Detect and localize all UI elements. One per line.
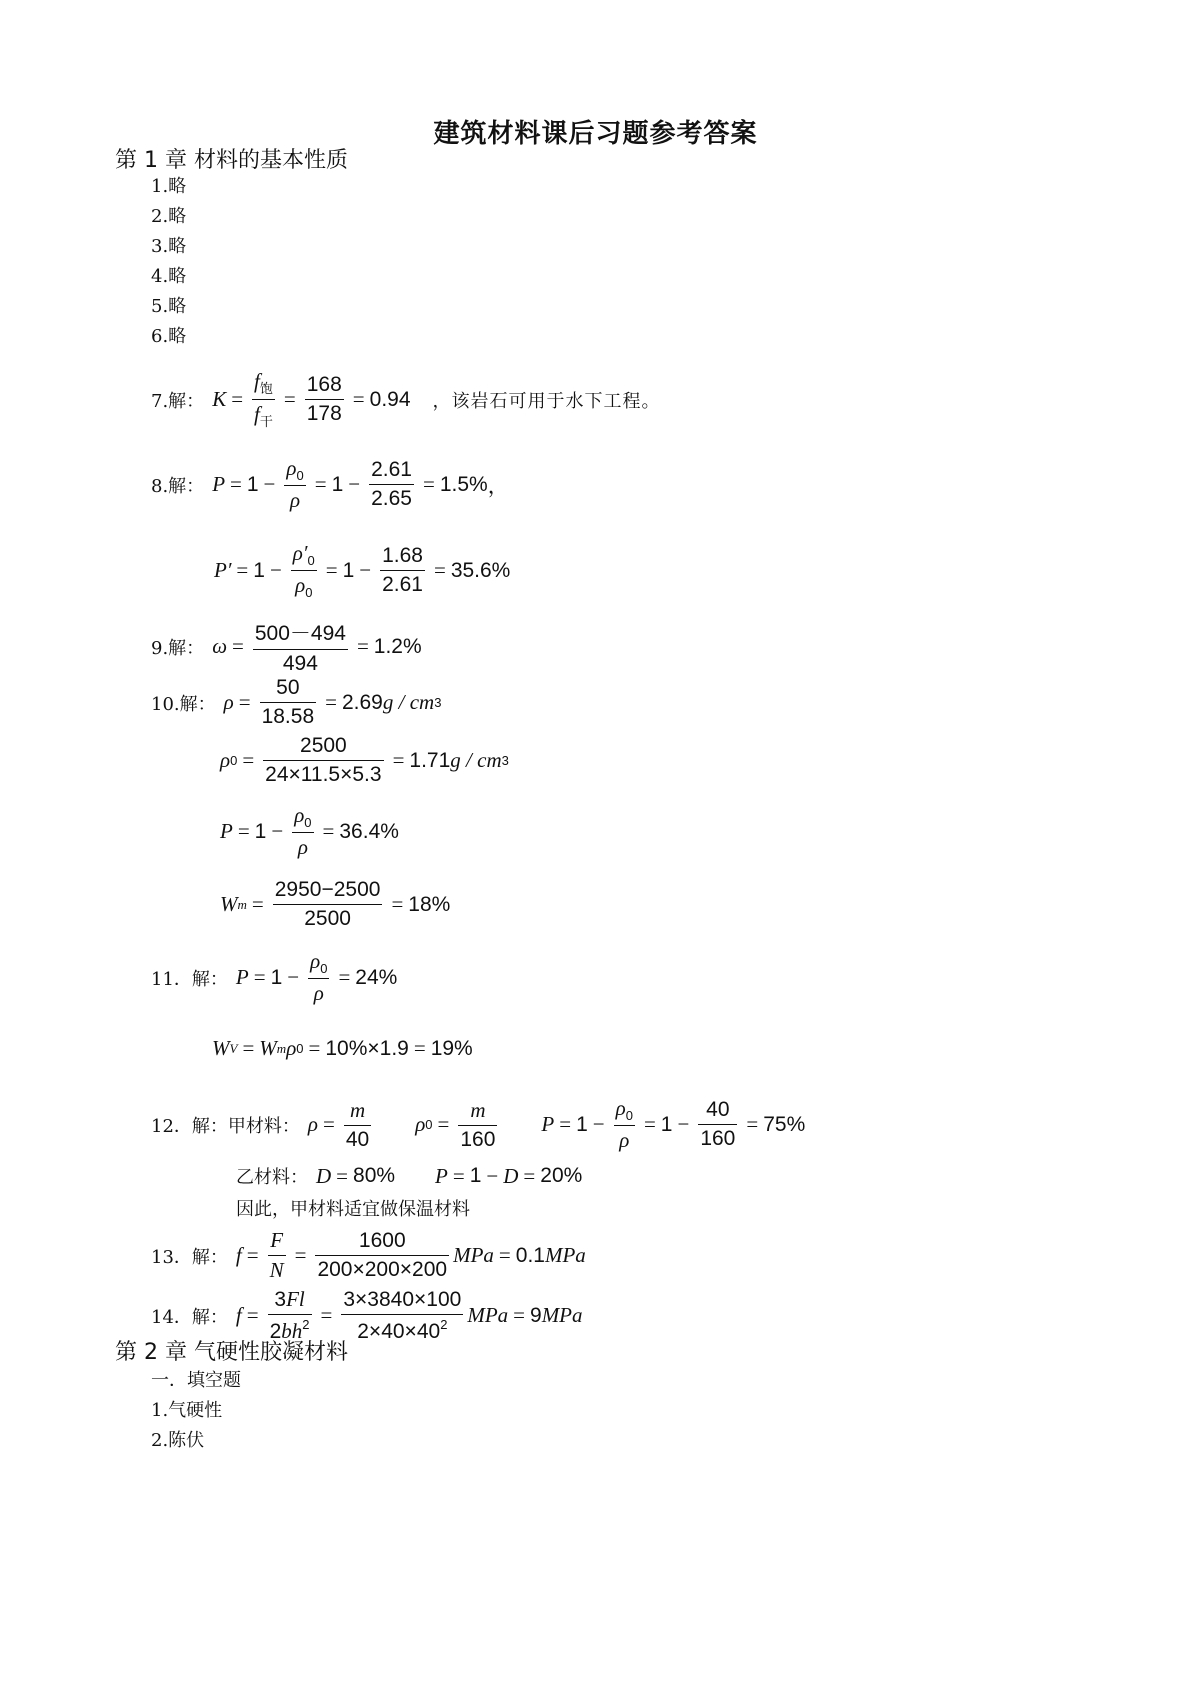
answer-2: 2.略 <box>151 206 187 227</box>
chapter-1-heading: 第 1 章 材料的基本性质 <box>115 148 348 173</box>
answer-8: 8.解： P = 1 − $\frac{\rho_0}{\rho}$ = 1 − $\frac{2.61}{2.65}$ = 1.5% ， <box>151 456 509 512</box>
answer-7: 7.解： K = $\frac{f_饱}{f_干}$ = $\frac{168}{178}$ = 0.94 ，该岩石可用于水下工程。 <box>151 369 661 429</box>
answer-8-apparent-porosity: P′ = 1 − $\frac{\rho'_0}{\rho_0}$ = 1 − $\frac{1.68}{2.61}$ = 35.6% <box>214 541 511 600</box>
answer-11: 11．解： P = 1 − $\frac{\rho_0}{\rho}$ = 24% <box>151 949 398 1005</box>
answer-14: 14．解： f = $\frac{3Fl}{2bh^2}$ = $\frac{3\times 3840\times 100}{2\times 40\times 40^2}$ MPa = 9 MPa <box>151 1287 583 1343</box>
answer-12-conclusion: 因此，甲材料适宜做保温材料 <box>236 1199 470 1220</box>
answer-3: 3.略 <box>151 236 187 257</box>
document-title: 建筑材料课后习题参考答案 <box>433 119 758 149</box>
fraction-k: $\frac{f_饱}{f_干}$ <box>254 369 273 429</box>
answer-11-volume-absorption: W V = W m ρ 0 = 10%×1.9 = 19% <box>212 1036 473 1060</box>
section-fill-in-blank: 一．填空题 <box>151 1370 241 1391</box>
answer-9: 9.解： ω = $\frac{500-494}{494}$ = 1.2% <box>151 617 422 676</box>
answer-10-water-absorption: W m = $\frac{2950-2500}{2500}$ = 18% <box>220 878 451 930</box>
chapter-2-heading: 第 2 章 气硬性胶凝材料 <box>115 1340 348 1365</box>
answer-10-density: 10.解： ρ = $\frac{50}{18.58}$ = 2.69 g / cm 3 <box>151 676 442 728</box>
answer-12-material-b: 乙材料： D = 80% P = 1 − D = 20% <box>236 1163 583 1188</box>
answer-6: 6.略 <box>151 326 187 347</box>
ch2-answer-1: 1.气硬性 <box>151 1400 223 1421</box>
answer-5: 5.略 <box>151 296 187 317</box>
answer-1: 1.略 <box>151 176 187 197</box>
ch2-answer-2: 2.陈伏 <box>151 1430 205 1451</box>
answer-10-bulk-density: ρ 0 = $\frac{2500}{24\times 11.5\times 5.3}$ = 1.71 g / cm 3 <box>220 734 509 786</box>
answer-4: 4.略 <box>151 266 187 287</box>
answer-12-material-a: 12．解：甲材料： ρ = $\frac{m}{40}$ ρ 0 = $\frac{m}{160}$ P = 1 − $\frac{\rho_0}{\rho}$ = 1 − $\frac{40}{160}$ = 75% <box>151 1096 806 1152</box>
answer-10-porosity: P = 1 − $\frac{\rho_0}{\rho}$ = 36.4% <box>220 803 399 859</box>
answer-13: 13．解： f = $\frac{F}{N}$ = $\frac{1600}{200\times 200\times 200}$ MPa = 0.1 MPa <box>151 1228 586 1282</box>
